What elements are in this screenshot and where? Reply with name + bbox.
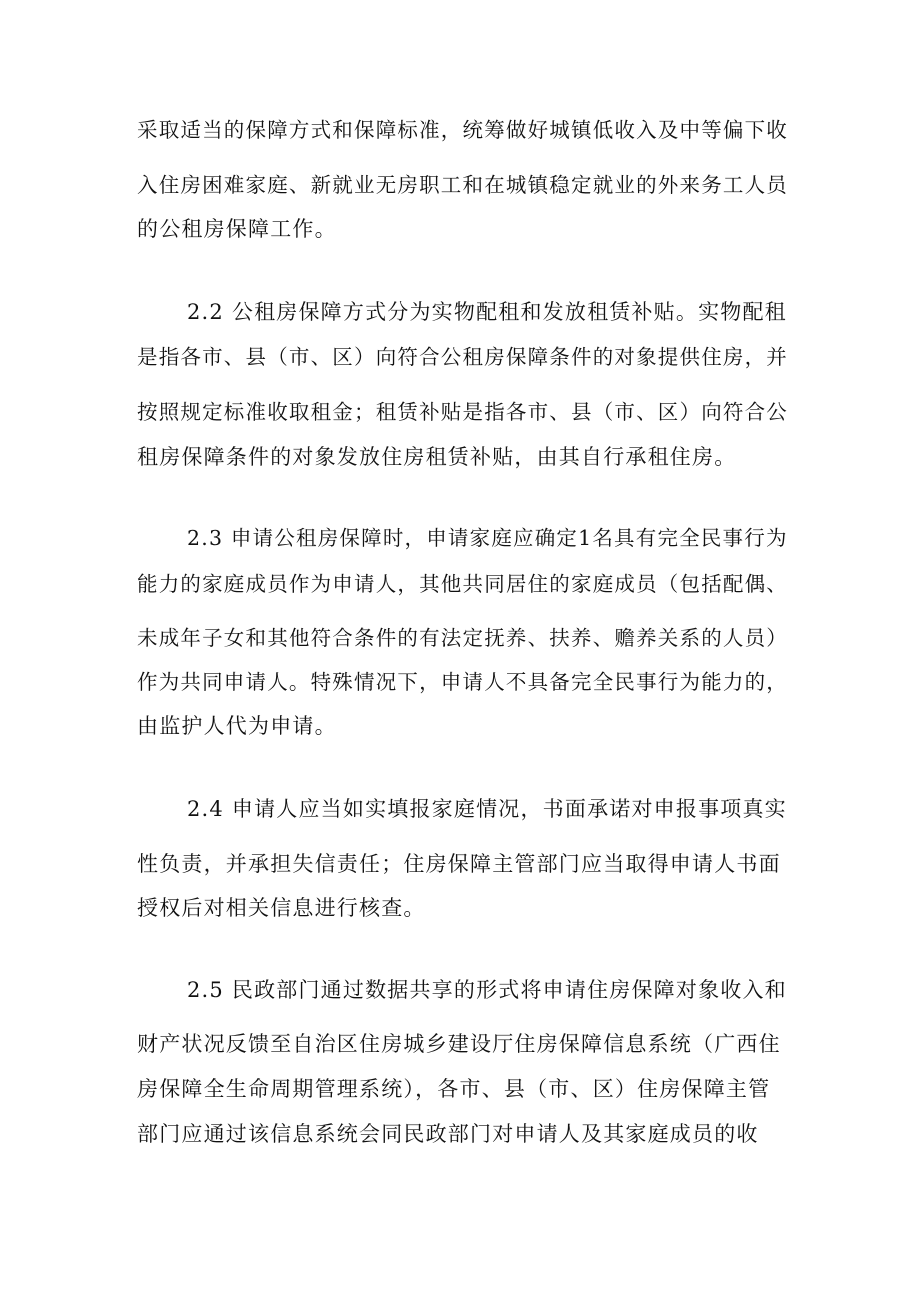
- paragraph-2-2-line-3: 按照规定标准收取租金；租赁补贴是指各市、县（市、区）向符合公: [137, 400, 788, 424]
- paragraph-2-4-line-1: 2.4 申请人应当如实填报家庭情况，书面承诺对申报事项真实: [187, 797, 787, 821]
- paragraph-2-4-line-2: 性负责，并承担失信责任；住房保障主管部门应当取得申请人书面: [137, 852, 781, 876]
- paragraph-2-3-line-5: 由监护人代为申请。: [137, 714, 337, 738]
- paragraph-2-3-line-2: 能力的家庭成员作为申请人，其他共同居住的家庭成员（包括配偶、: [137, 572, 788, 596]
- paragraph-2-5-line-2: 财产状况反馈至自治区住房城乡建设厅住房保障信息系统（广西住: [137, 1032, 781, 1056]
- paragraph-2-3-line-3: 未成年子女和其他符合条件的有法定抚养、扶养、赡养关系的人员）: [137, 626, 788, 650]
- paragraph-2-2-line-2: 是指各市、县（市、区）向符合公租房保障条件的对象提供住房，并: [137, 345, 788, 369]
- paragraph-2-5-line-4: 部门应通过该信息系统会同民政部门对申请人及其家庭成员的收: [137, 1122, 759, 1146]
- paragraph-1-line-1: 采取适当的保障方式和保障标准，统筹做好城镇低收入及中等偏下收: [137, 118, 788, 142]
- paragraph-1-line-3: 的公租房保障工作。: [137, 217, 337, 241]
- paragraph-2-4-line-3: 授权后对相关信息进行核查。: [137, 896, 426, 920]
- paragraph-2-2-line-1: 2.2 公租房保障方式分为实物配租和发放租赁补贴。实物配租: [187, 300, 787, 324]
- paragraph-2-3-line-1: 2.3 申请公租房保障时，申请家庭应确定1名具有完全民事行为: [187, 526, 788, 550]
- paragraph-2-2-line-4: 租房保障条件的对象发放住房租赁补贴，由其自行承租住房。: [137, 445, 737, 469]
- paragraph-2-3-line-4: 作为共同申请人。特殊情况下，申请人不具备完全民事行为能力的，: [137, 670, 788, 694]
- paragraph-1-line-2: 入住房困难家庭、新就业无房职工和在城镇稳定就业的外来务工人员: [137, 173, 788, 197]
- paragraph-2-5-line-1: 2.5 民政部门通过数据共享的形式将申请住房保障对象收入和: [187, 978, 787, 1002]
- paragraph-2-5-line-3: 房保障全生命周期管理系统），各市、县（市、区）住房保障主管: [137, 1077, 771, 1101]
